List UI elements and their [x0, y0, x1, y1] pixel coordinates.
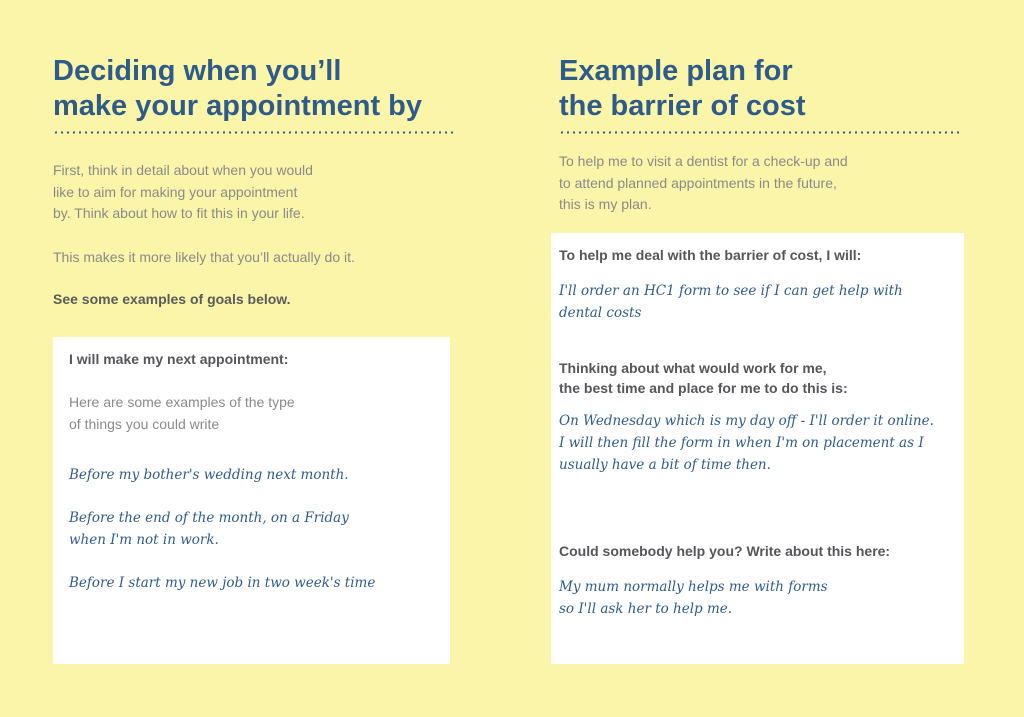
left-heading-line-2: make your appointment by [53, 90, 423, 122]
right-intro [559, 151, 848, 216]
right-intro-line-1: To help me to visit a dentist for a check-up and [559, 153, 848, 169]
goal-example-2-line-1: Before the end of the month, on a Friday [69, 510, 349, 526]
right-dotted-divider [559, 131, 959, 134]
plan-section-3-label [559, 542, 890, 562]
plan-section-2-answer-line-2: I will then fill the form in when I'm on placement as I [559, 435, 924, 451]
plan-section-1-answer-line-1: I'll order an HC1 form to see if I can get help with [559, 283, 903, 299]
appointment-goal-card [53, 337, 450, 664]
hint-line-1: Here are some examples of the type [69, 394, 295, 410]
plan-section-3-answer [559, 576, 828, 620]
left-intro-line-1: First, think in detail about when you would [53, 162, 313, 178]
cost-plan-card [551, 233, 964, 664]
plan-section-2-answer-line-3: usually have a bit of time then. [559, 457, 771, 473]
plan-section-2-label-line-2: the best time and place for me to do this is: [559, 379, 848, 396]
goal-example-3-line-1: Before I start my new job in two week's time [69, 575, 376, 591]
left-intro-2-line: This makes it more likely that you’ll actually do it. [53, 249, 355, 265]
plan-section-1-answer-line-2: dental costs [559, 305, 642, 321]
plan-section-1-label [559, 246, 861, 266]
goal-example-2 [69, 507, 349, 551]
goal-example-1 [69, 464, 349, 486]
examples-note: See some examples of goals below. [53, 291, 291, 307]
plan-section-1-answer [559, 280, 903, 324]
hint-line-2: of things you could write [69, 415, 220, 432]
right-intro-line-3: this is my plan. [559, 196, 652, 212]
left-intro-line-3: by. Think about how to fit this in your life. [53, 205, 305, 221]
goal-example-2-line-2: when I'm not in work. [69, 532, 219, 548]
left-dotted-divider [53, 131, 453, 134]
right-heading-line-1: Example plan for [559, 55, 793, 87]
left-heading [53, 54, 422, 124]
right-intro-line-2: to attend planned appointments in the future, [559, 174, 837, 191]
goal-example-1-line-1: Before my bother's wedding next month. [69, 467, 349, 483]
left-intro-line-2: like to aim for making your appointment [53, 183, 298, 200]
plan-section-2-label [559, 359, 848, 398]
left-heading-line-1: Deciding when you’ll [53, 55, 342, 87]
appointment-goal-label [69, 350, 288, 370]
appointment-goal-hint [69, 392, 295, 435]
plan-section-1-label-line-1: To help me deal with the barrier of cost, I will: [559, 247, 862, 263]
plan-section-3-answer-line-1: My mum normally helps me with forms [559, 579, 828, 595]
plan-section-2-answer-line-1: On Wednesday which is my day off - I'll order it online. [559, 413, 934, 429]
plan-section-3-label-line-1: Could somebody help you? Write about this here: [559, 543, 891, 559]
right-heading [559, 54, 806, 124]
appointment-goal-label-text: I will make my next appointment: [69, 351, 289, 367]
left-intro-2 [53, 247, 355, 269]
plan-section-3-answer-line-2: so I'll ask her to help me. [559, 601, 733, 617]
plan-section-2-answer [559, 410, 934, 476]
plan-section-2-label-line-1: Thinking about what would work for me, [559, 360, 827, 376]
left-intro [53, 160, 313, 225]
right-heading-line-2: the barrier of cost [559, 90, 806, 122]
goal-example-3 [69, 572, 375, 594]
